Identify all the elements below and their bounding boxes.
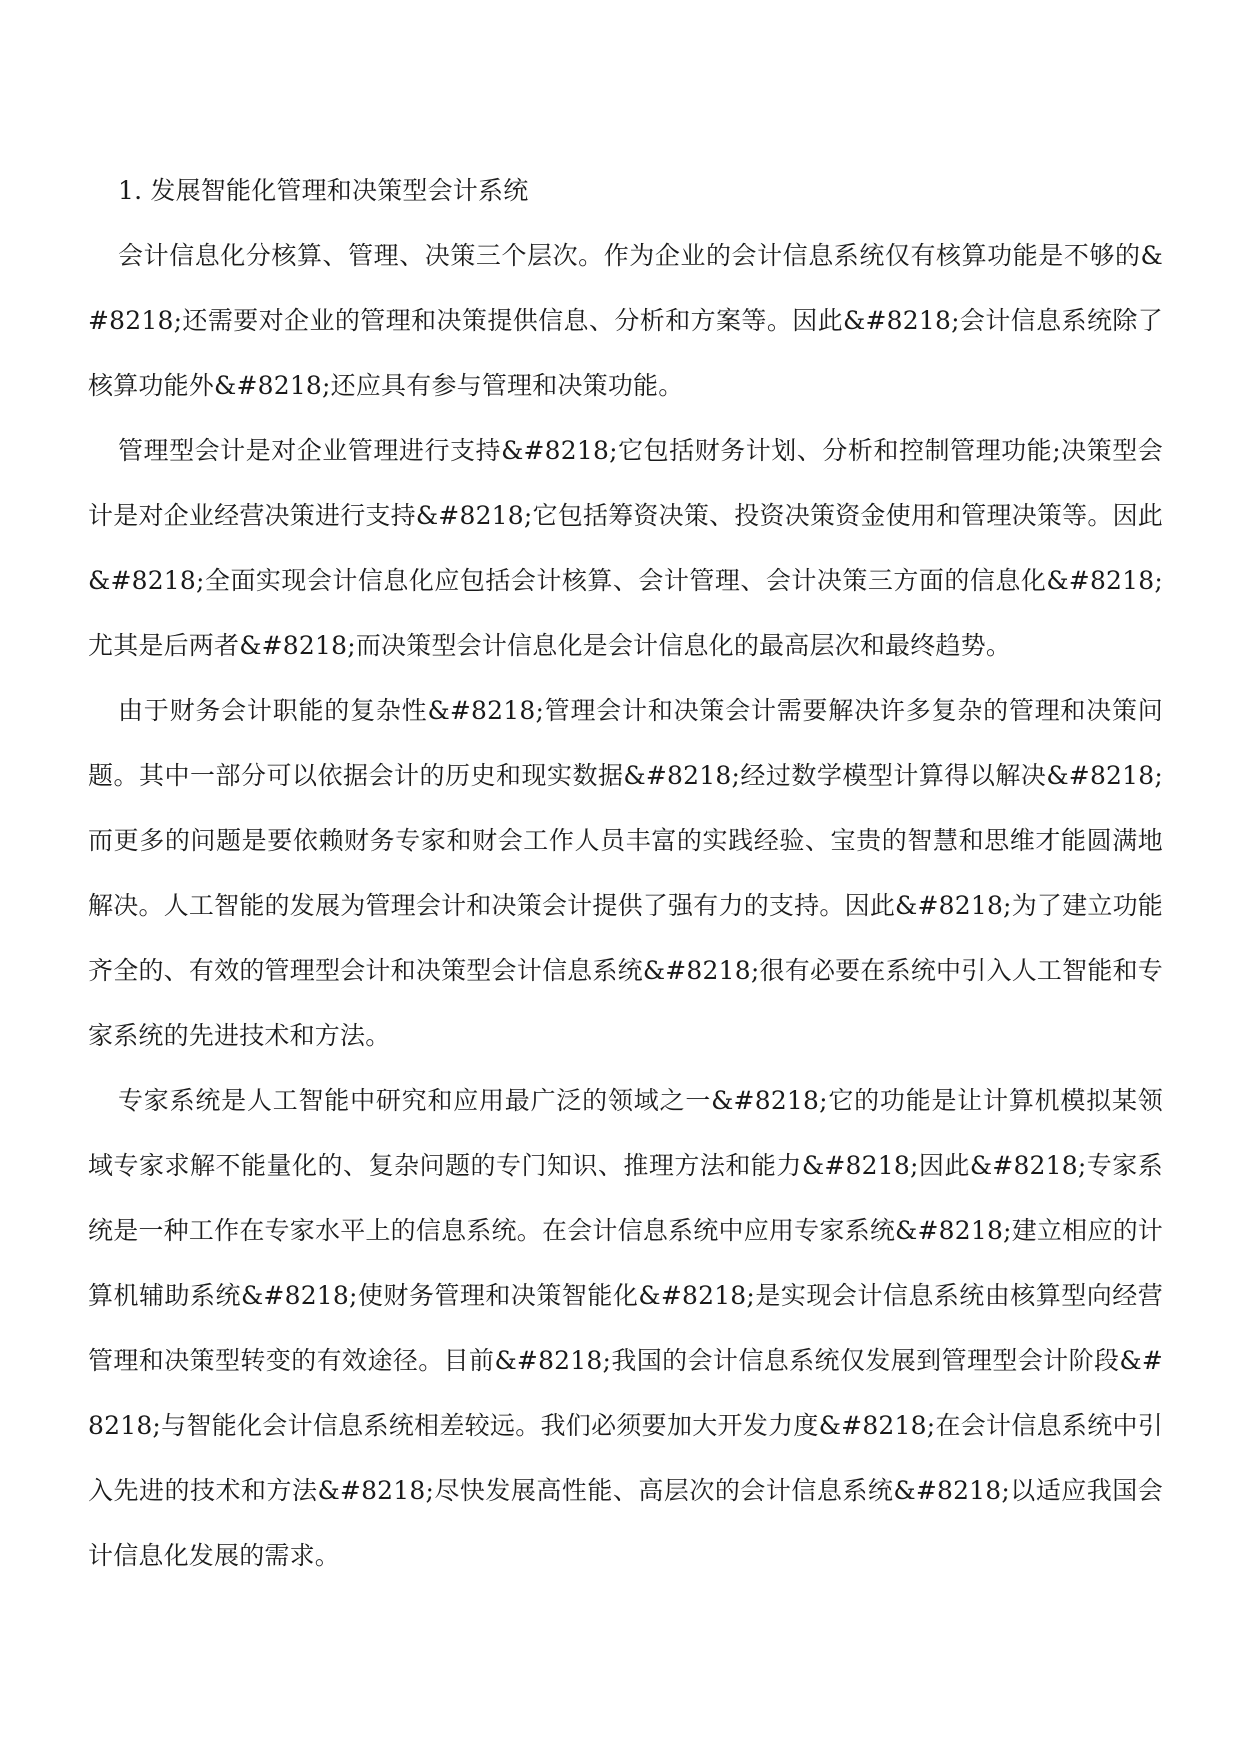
paragraph-3: 由于财务会计职能的复杂性&#8218;管理会计和决策会计需要解决许多复杂的管理和决策问题。其中一部分可以依据会计的历史和现实数据&#8218;经过数学模型计算得以解决&#8218;而更多的问题是要依赖财务专家和财会工作人员丰富的实践经验、宝贵的智慧和思维才能圆满地解决。人工智能的发展为管理会计和决策会计提供了强有力的支持。因此&#8218;为了建立功能齐全的、有效的管理型会计和决策型会计信息系统&#8218;很有必要在系统中引入人工智能和专家系统的先进技术和方法。 xyxy=(88,696,1163,1050)
paragraph-1: 会计信息化分核算、管理、决策三个层次。作为企业的会计信息系统仅有核算功能是不够的&#8218;还需要对企业的管理和决策提供信息、分析和方案等。因此&#8218;会计信息系统除了核算功能外&#8218;还应具有参与管理和决策功能。 xyxy=(88,241,1163,400)
section-heading: 1. 发展智能化管理和决策型会计系统 xyxy=(118,176,529,205)
document-page xyxy=(88,158,1163,1588)
paragraph-2: 管理型会计是对企业管理进行支持&#8218;它包括财务计划、分析和控制管理功能;决策型会计是对企业经营决策进行支持&#8218;它包括筹资决策、投资决策资金使用和管理决策等。因此&#8218;全面实现会计信息化应包括会计核算、会计管理、会计决策三方面的信息化&#8218;尤其是后两者&#8218;而决策型会计信息化是会计信息化的最高层次和最终趋势。 xyxy=(88,436,1163,660)
paragraph-4: 专家系统是人工智能中研究和应用最广泛的领域之一&#8218;它的功能是让计算机模拟某领域专家求解不能量化的、复杂问题的专门知识、推理方法和能力&#8218;因此&#8218;专家系统是一种工作在专家水平上的信息系统。在会计信息系统中应用专家系统&#8218;建立相应的计算机辅助系统&#8218;使财务管理和决策智能化&#8218;是实现会计信息系统由核算型向经营管理和决策型转变的有效途径。目前&#8218;我国的会计信息系统仅发展到管理型会计阶段&#8218;与智能化会计信息系统相差较远。我们必须要加大开发力度&#8218;在会计信息系统中引入先进的技术和方法&#8218;尽快发展高性能、高层次的会计信息系统&#8218;以适应我国会计信息化发展的需求。 xyxy=(88,1086,1163,1570)
